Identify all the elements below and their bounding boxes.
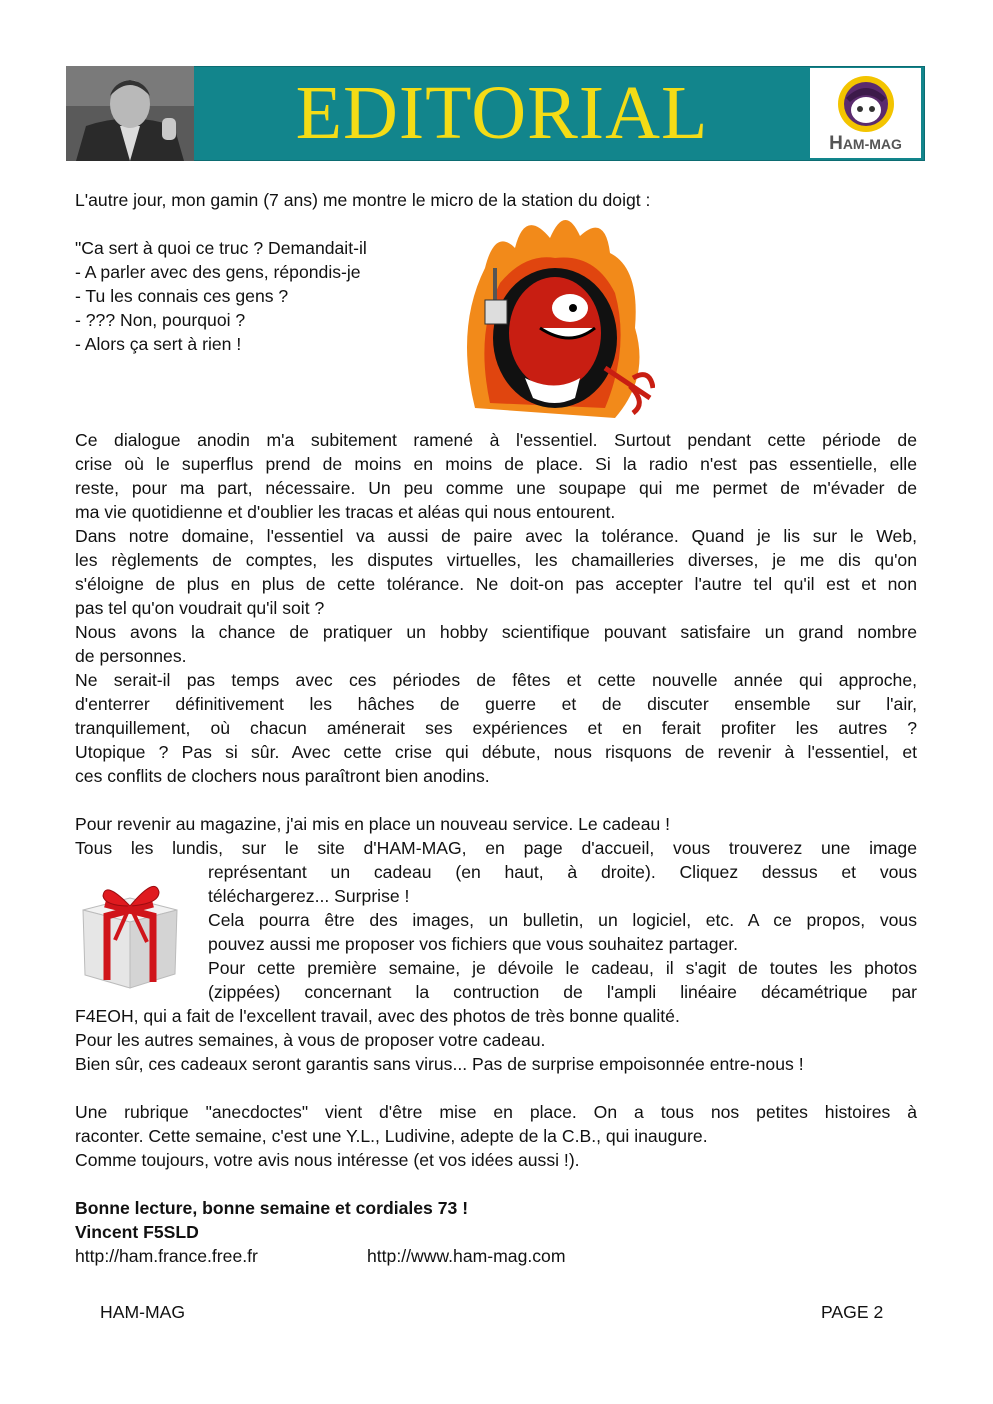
text-line: Ce dialogue anodin m'a subitement ramené à l'essentiel. Surtout pendant cette période de (75, 430, 917, 450)
dialogue-line: "Ca sert à quoi ce truc ? Demandait-il (75, 238, 367, 258)
paragraph-3 (75, 620, 917, 668)
text-line: Utopique ? Pas si sûr. Avec cette crise qui débute, nous risquons de revenir à l'essentiel, et (75, 742, 917, 762)
text-line: Cela pourra être des images, un bulletin, un logiciel, etc. A ce propos, vous (208, 910, 917, 930)
text-line: Nous avons la chance de pratiquer un hobby scientifique pouvant satisfaire un grand nombre (75, 622, 917, 642)
text-line: ces conflits de clochers nous paraîtront bien anodins. (75, 766, 490, 786)
author-photo (66, 66, 194, 161)
text-line: Ne serait-il pas temps avec ces périodes de fêtes et cette nouvelle année qui approche, (75, 670, 917, 690)
gift-line: Pour les autres semaines, à vous de proposer votre cadeau. (75, 1030, 546, 1050)
text-line: Dans notre domaine, l'essentiel va aussi de paire avec la tolérance. Quand je lis sur le Web, (75, 526, 917, 546)
author-name: Vincent F5SLD (75, 1222, 199, 1242)
text-line: reste, pour ma part, nécessaire. Un peu comme une soupape qui me permet de m'évader de (75, 478, 917, 498)
gift-intro: Pour revenir au magazine, j'ai mis en place un nouveau service. Le cadeau ! (75, 814, 671, 834)
intro-text: L'autre jour, mon gamin (7 ans) me montre le micro de la station du doigt : (75, 190, 651, 210)
text-line: s'éloigne de plus en plus de cette tolérance. Ne doit-on pas accepter l'autre tel qu'il est et non (75, 574, 917, 594)
paragraph-2 (75, 524, 917, 620)
dialogue-line: - Tu les connais ces gens ? (75, 286, 289, 306)
paragraph-4 (75, 668, 917, 788)
text-line: Une rubrique "anecdoctes" vient d'être mise en place. On a tous nos petites histoires à (75, 1102, 917, 1122)
anecdotes-paragraph (75, 1100, 917, 1172)
page-number: PAGE 2 (821, 1302, 884, 1322)
footer-magazine-name: HAM-MAG (100, 1302, 186, 1322)
gift-block (208, 860, 917, 1004)
ham-mag-logo (810, 68, 921, 158)
dialogue-line: - ??? Non, pourquoi ? (75, 310, 246, 330)
gift-icon (75, 870, 185, 990)
logo-rest: AM-MAG (842, 136, 902, 152)
devil-illustration (455, 208, 655, 428)
dialogue-line: - A parler avec des gens, répondis-je (75, 262, 361, 282)
website-link-1[interactable]: http://ham.france.free.fr (75, 1246, 258, 1266)
closing-line: Bonne lecture, bonne semaine et cordiales 73 ! (75, 1198, 469, 1218)
website-link-2[interactable]: http://www.ham-mag.com (367, 1246, 566, 1266)
text-line: Tous les lundis, sur le site d'HAM-MAG, en page d'accueil, vous trouverez une image (75, 838, 917, 858)
text-line: (zippées) concernant la contruction de l'ampli linéaire décamétrique par (208, 982, 917, 1002)
text-line: ma vie quotidienne et d'oublier les tracas et aléas qui nous entourent. (75, 502, 616, 522)
text-line: téléchargerez... Surprise ! (208, 886, 410, 906)
dialogue-line: - Alors ça sert à rien ! (75, 334, 242, 354)
page-title: EDITORIAL (295, 71, 709, 155)
text-line: pas tel qu'on voudrait qu'il soit ? (75, 598, 325, 618)
text-line: d'enterrer définitivement les hâches de guerre et de discuter ensemble sur l'air, (75, 694, 917, 714)
gift-line: Bien sûr, ces cadeaux seront garantis sans virus... Pas de surprise empoisonnée entre-nous ! (75, 1054, 804, 1074)
text-line: raconter. Cette semaine, c'est une Y.L., Ludivine, adepte de la C.B., qui inaugure. (75, 1126, 708, 1146)
gift-line (75, 836, 917, 860)
text-line: représentant un cadeau (en haut, à droite). Cliquez dessus et vous (208, 862, 917, 882)
text-line: Comme toujours, votre avis nous intéresse (et vos idées aussi !). (75, 1150, 580, 1170)
gift-line: F4EOH, qui a fait de l'excellent travail, avec des photos de très bonne qualité. (75, 1006, 680, 1026)
logo-initial: H (829, 133, 843, 154)
text-line: pouvez aussi me proposer vos fichiers que vous souhaitez partager. (208, 934, 739, 954)
paragraph-1 (75, 428, 917, 524)
text-line: Pour cette première semaine, je dévoile le cadeau, il s'agit de toutes les photos (208, 958, 917, 978)
text-line: tranquillement, où chacun aménerait ses expériences et en ferait profiter les autres ? (75, 718, 917, 738)
text-line: de personnes. (75, 646, 187, 666)
text-line: les règlements de comptes, les disputes virtuelles, les chamailleries diverses, je me dis qu'on (75, 550, 917, 570)
text-line: crise où le superflus prend de moins en moins de place. Si la radio n'est pas essentielle, elle (75, 454, 917, 474)
